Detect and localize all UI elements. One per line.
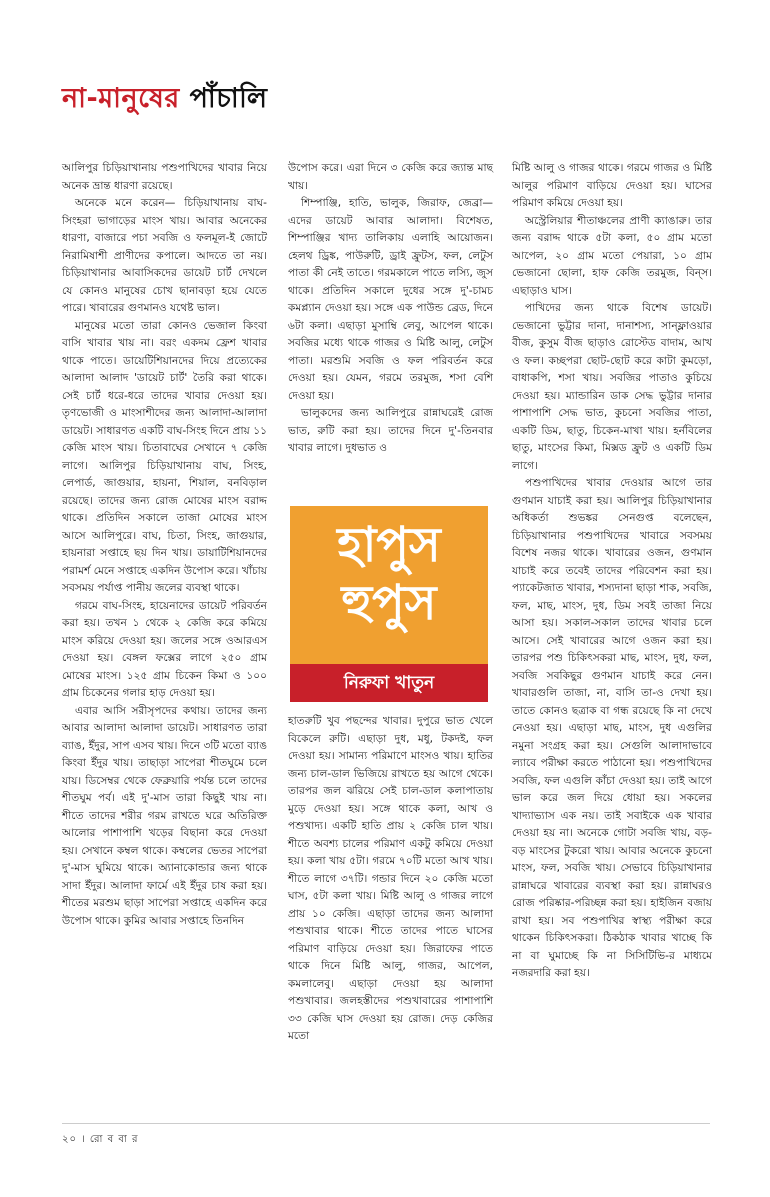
- article-column-2-top: [288, 160, 493, 458]
- paragraph: উপোস করে। এরা দিনে ৩ কেজি করে জ্যান্ত মাছ খায়।: [288, 162, 493, 192]
- article-column-2-bottom: [288, 713, 493, 1046]
- article-column-3: [512, 160, 712, 983]
- footer-divider: [62, 1123, 710, 1124]
- page-footer: ২০ । রো ব বা র: [62, 1134, 139, 1145]
- feature-title-box: [290, 506, 488, 702]
- paragraph: মিষ্টি আলু ও গাজর থাকে। গরমে গাজর ও মিষ্টি আলুর পরিমাণ বাড়িয়ে দেওয়া হয়। ঘাসের পরিমাণ কমিয়ে দেওয়া হয়।: [512, 162, 712, 209]
- author-byline: নিরুফা খাতুন: [290, 664, 488, 702]
- feature-title-line-2: হুপুস: [341, 575, 437, 631]
- section-title: [62, 78, 268, 123]
- paragraph: শিম্পাঞ্জি, হাতি, ভালুক, জিরাফ, জেব্রা— এদের ডায়েট আবার আলাদা। বিশেষত, শিম্পাঞ্জির খাদ্য তালিকায় এলাহি আয়োজন। হেলথ ড্রিঙ্ক, পাউরুটি, ড্রাই ফ্রুটস, ফল, লেটুস পাতা কী নেই তাতে। গরমকালে পাতে লস্যি, জুস থাকে। প্রতিদিন সকালে দুধের সঙ্গে দু'-চামচ কমপ্ল্যান দেওয়া হয়। সঙ্গে এক পাউন্ড ব্রেড, দিনে ৬টা কলা। এছাড়া মুসাম্বি লেবু, আপেল থাকে। সবজির মধ্যে থাকে গাজর ও মিষ্টি আলু, লেটুস পাতা। মরশুমি সবজি ও ফল পরিবর্তন করে দেওয়া হয়। যেমন, গরমে তরমুজ, শসা বেশি দেওয়া হয়।: [288, 197, 493, 402]
- paragraph: পাখিদের জন্য থাকে বিশেষ ডায়েট। ভেজানো ভুট্টার দানা, দানাশস্য, সান্‌ফ্লাওয়ার বীজ, কুসুম বীজ ছাড়াও রোস্টেড বাদাম, আখ ও ফল। কচ্ছপরা ছোট-ছোট করে কাটা কুমড়ো, বাধাকপি, শসা খায়। সবজির পাতাও কুচিয়ে দেওয়া হয়। ম্যান্ডারিন ডাক সেদ্ধ ভুট্টার দানার পাশাপাশি সেদ্ধ ভাত, কুচনো সবজির পাতা, একটি ডিম, ছাতু, চিকেন-মাখা খায়। হর্নবিলের ছাতু, মাংসের কিমা, মিক্সড ফ্রুট ও একটি ডিম লাগে।: [512, 302, 712, 472]
- paragraph: ভালুকদের জন্য আলিপুরে রান্নাঘরেই রোজ ভাত, রুটি করা হয়। তাদের দিনে দু'-তিনবার খাবার লাগে। দুধভাত ও: [288, 407, 493, 454]
- paragraph: পশুপাখিদের খাবার দেওয়ার আগে তার গুণমান যাচাই করা হয়। আলিপুর চিড়িয়াখানার অধিকর্তা শুভঙ্কর সেনগুপ্ত বলেছেন, চিড়িয়াখানার পশুপাখিদের খাবারে সবসময় বিশেষ নজর থাকে। খাবারের ওজন, গুণমান যাচাই করে তবেই তাদের পরিবেশন করা হয়। প্যাকেটজাত খাবার, শস্যদানা ছাড়া শাক, সবজি, ফল, মাছ, মাংস, দুধ, ডিম সবই তাজা নিয়ে আসা হয়। সকাল-সকাল তাদের খাবার চলে আসে। সেই খাবারের আগে ওজন করা হয়। তারপর পশু চিকিৎসকরা মাছ, মাংস, দুধ, ফল, সবজি সবকিছুর গুণমান যাচাই করে নেন। খাবারগুলি তাজা, না, বাসি তা-ও দেখা হয়। তাতে কোনও ছত্রাক বা গন্ধ রয়েছে কি না দেখে নেওয়া হয়। এছাড়া মাছ, মাংস, দুধ এগুলির নমুনা সংগ্রহ করা হয়। সেগুলি আলাদাভাবে ল্যাবে পরীক্ষা করতে পাঠানো হয়। পশুপাখিদের সবজি, ফল এগুলি কাঁচা দেওয়া হয়। তাই আগে ভাল করে জল দিয়ে ধোয়া হয়। সকলের খাদ্যাভ্যাস এক নয়। তাই সবাইকে এক খাবার দেওয়া হয় না। অনেকে গোটা সবজি খায়, বড়-বড় মাংসের টুকরো খায়। আবার অনেকে কুচনো মাংস, ফল, সবজি খায়। সেভাবে চিড়িয়াখানার রান্নাঘরে খাবারের ব্যবস্থা করা হয়। রান্নাঘরও রোজ পরিষ্কার-পরিচ্ছন্ন করা হয়। হাইজিন বজায় রাখা হয়। সব পশুপাখির স্বাস্থ্য পরীক্ষা করে থাকেন চিকিৎসকরা। ঠিকঠাক খাবার খাচ্ছে কি না বা ঘুমাচ্ছে কি না সিসিটিভি-র মাধ্যমে নজরদারি করা হয়।: [512, 477, 712, 979]
- paragraph: অনেকে মনে করেন— চিড়িয়াখানায় বাঘ-সিংহরা ভাগাড়ের মাংস খায়। আবার অনেকের ধারণা, বাজারে পচা সবজি ও ফলমূল-ই জোটে নিরামিষাশী প্রাণীদের কপালে। আদতে তা নয়। চিড়িয়াখানার আবাসিকদের ডায়েট চার্ট দেখলে যে কোনও মানুষের চোখ ছানাবড়া হয়ে যেতে পারে। খাবারের গুণমানও যথেষ্ট ভাল।: [62, 197, 267, 314]
- paragraph: আলিপুর চিড়িয়াখানায় পশুপাখিদের খাবার নিয়ে অনেক ভ্রান্ত ধারণা রয়েছে।: [62, 162, 267, 192]
- feature-title-line-1: হাপুস: [337, 517, 441, 573]
- paragraph: মানুষের মতো তারা কোনও ভেজাল কিংবা বাসি খাবার খায় না। বরং একদম ফ্রেশ খাবার থাকে পাতে। ডায়েটিশিয়ানদের দিয়ে প্রত্যেকের আলাদা আলাদ 'ডায়েট চার্ট' তৈরি করা থাকে। সেই চার্ট ধরে-ধরে তাদের খাবার দেওয়া হয়। তৃণভোজী ও মাংসাশীদের জন্য আলাদা-আলাদা ডায়েট। সাধারণত একটি বাঘ-সিংহ দিনে প্রায় ১১ কেজি মাংস খায়। চিতাবাঘের সেখানে ৭ কেজি লাগে। আলিপুর চিড়িয়াখানায় বাঘ, সিংহ, লেপার্ড, জাগুয়ার, হায়না, শিয়াল, বনবিড়াল রয়েছে। তাদের জন্য রোজ মোষের মাংস বরাদ্দ থাকে। প্রতিদিন সকালে তাজা মোষের মাংস আসে আলিপুরে। বাঘ, চিতা, সিংহ, জাগুয়ার, হায়নারা সপ্তাহে ছয় দিন খায়। ডায়াটিশিয়ানদের পরামর্শ মেনে সপ্তাহে একদিন উপোস করে। খাঁচায় সবসময় পর্যাপ্ত পানীয় জলের ব্যবস্থা থাকে।: [62, 319, 267, 594]
- paragraph: গরমে বাঘ-সিংহ, হায়েনাদের ডায়েট পরিবর্তন করা হয়। তখন ১ থেকে ২ কেজি করে কমিয়ে মাংস করিয়ে দেওয়া হয়। জলের সঙ্গে ওআরএস দেওয়া হয়। বেঙ্গল ফক্সের লাগে ২৫০ গ্রাম মোষের মাংস। ১২৫ গ্রাম চিকেন কিমা ও ১০০ গ্রাম চিকেনের গলার হাড় দেওয়া হয়।: [62, 599, 267, 699]
- section-title-red: না-মানুষের: [62, 83, 180, 114]
- paragraph: এবার আসি সরীসৃপদের কথায়। তাদের জন্য আবার আলাদা আলাদা ডায়েট। সাধারণত তারা ব্যাঙ, ইঁদুর, সাপ এসব খায়। দিনে ৩টি মতো ব্যাঙ কিংবা ইঁদুর খায়। তাছাড়া সাপেরা শীতঘুমে চলে যায়। ডিসেম্বর থেকে ফেব্রুয়ারি পর্যন্ত চলে তাদের শীতঘুম পর্ব। এই দু'-মাস তারা কিছুই খায় না। শীতে তাদের শরীর গরম রাখতে ঘরে অতিরিক্ত আলোর পাশাপাশি খড়ের বিছানা করে দেওয়া হয়। সেখানে কম্বল থাকে। কম্বলের ভেতর সাপেরা দু'-মাস ঘুমিয়ে থাকে। অ্যানাকোন্ডার জন্য থাকে সাদা ইঁদুর। আলাদা ফার্মে এই ইঁদুর চাষ করা হয়। শীতের মরশুম ছাড়া সাপেরা সপ্তাহে একদিন করে উপোস থাকে। কুমির আবার সপ্তাহে তিনদিন: [62, 704, 267, 927]
- paragraph: অস্ট্রেলিয়ার শীতাঞ্চলের প্রাণী ক্যাঙারু। তার জন্য বরাদ্দ থাকে ৫টা কলা, ৫০ গ্রাম মতো আপেল, ২০ গ্রাম মতো পেয়ারা, ১০ গ্রাম ভেজানো ছোলা, হাফ কেজি তরমুজ, বিন্‌স। এছাড়াও ঘাস।: [512, 214, 712, 297]
- section-title-black: পাঁচালি: [179, 83, 268, 114]
- feature-title: [290, 516, 488, 632]
- section-header: [62, 78, 268, 123]
- article-column-1: [62, 160, 267, 930]
- paragraph: হাতরুটি খুব পছন্দের খাবার। দুপুরে ভাত খেলে বিকেলে রুটি। এছাড়া দুধ, মধু, টকদই, ফল দেওয়া হয়। সামান্য পরিমাণে মাংসও খায়। হাতির জন্য চাল-ডাল ভিজিয়ে রাখতে হয় আগে থেকে। তারপর জল ঝরিয়ে সেই চাল-ডাল কলাপাতায় মুড়ে দেওয়া হয়। সঙ্গে থাকে কলা, আখ ও পশুখাদ্য। একটি হাতি প্রায় ২ কেজি চাল খায়। শীতে অবশ্য চালের পরিমাণ একটু কমিয়ে দেওয়া হয়। কলা খায় ৫টা। গরমে ৭০টি মতো আখ খায়। শীতে লাগে ৩৭টি। গন্ডার দিনে ২০ কেজি মতো ঘাস, ৫টা কলা খায়। মিষ্টি আলু ও গাজর লাগে প্রায় ১০ কেজি। এছাড়া তাদের জন্য আলাদা পশুখাবার থাকে। শীতে তাদের পাতে ঘাসের পরিমাণ বাড়িয়ে দেওয়া হয়। জিরাফের পাতে থাকে দিনে মিষ্টি আলু, গাজর, আপেল, কমলালেবু। এছাড়া দেওয়া হয় আলাদা পশুখাবার। জলহস্তীদের পশুখাবারের পাশাপাশি ৩৩ কেজি ঘাস দেওয়া হয় রোজ। দেড় কেজির মতো: [288, 715, 493, 1042]
